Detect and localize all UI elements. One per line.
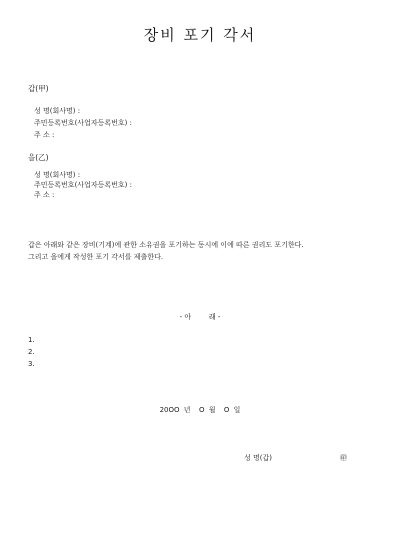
party-a-label: 갑(甲) [28, 84, 49, 93]
party-b-label: 을(乙) [28, 153, 49, 162]
declaration-line-1: 갑은 아래와 같은 장비(기계)에 관한 소유권을 포기하는 동시에 이에 따른 권리도 포기한다. [28, 241, 304, 249]
section-title: - 아 래 - [179, 313, 221, 321]
declaration-line-2: 그리고 을에게 작성한 포기 각서를 제출한다. [28, 253, 164, 261]
document-title: 장비 포기 각서 [143, 26, 257, 44]
party-b-id-field: 주민등록번호(사업자등록번호) : [34, 181, 132, 189]
party-b-name-field: 성 명(회사명) : [34, 171, 81, 179]
document-date: 20OO 년 O 월 O 일 [159, 406, 241, 414]
party-a-name-field: 성 명(회사명) : [34, 107, 81, 115]
item-list [28, 334, 35, 370]
party-b-address-field: 주 소 : [34, 191, 55, 199]
signature-label: 성 명(갑) [244, 454, 272, 462]
list-item: 3. [28, 360, 35, 368]
seal-mark: ㊞ [340, 454, 347, 462]
list-item: 2. [28, 348, 35, 356]
declaration-body [28, 239, 304, 263]
party-a-id-field: 주민등록번호(사업자등록번호) : [34, 119, 132, 127]
list-item: 1. [28, 336, 35, 344]
party-a-address-field: 주 소 : [34, 131, 55, 139]
